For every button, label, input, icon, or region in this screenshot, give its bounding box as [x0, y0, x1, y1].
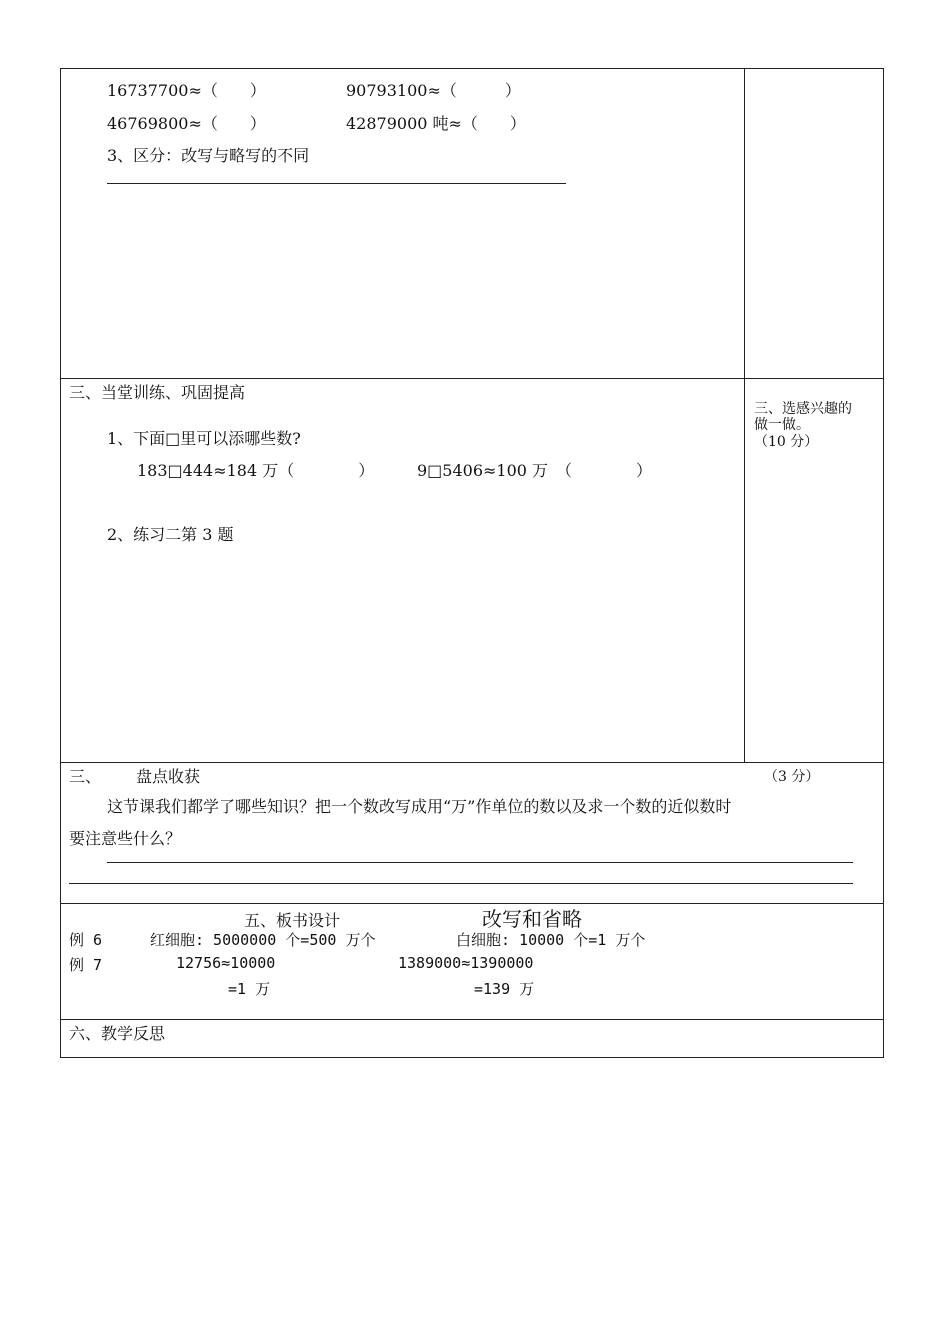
board-ex7-a1: 12756≈10000 — [176, 954, 276, 972]
answer-line-summary-1[interactable] — [107, 862, 853, 863]
side-note-line3: （10 分） — [754, 434, 819, 450]
row-divider-3 — [60, 903, 884, 904]
side-note-line2: 做一做。 — [754, 417, 810, 433]
approx-row1-right: 90793100≈（ ） — [346, 81, 521, 100]
item3-distinguish: 3、区分：改写与略写的不同 — [107, 146, 310, 165]
practice-q1: 1、下面□里可以添哪些数? — [107, 429, 301, 448]
board-heading: 五、板书设计 — [244, 911, 341, 930]
side-note-line1: 三、选感兴趣的 — [754, 401, 852, 417]
practice-q1-b: 9□5406≈100 万 （ ） — [417, 461, 653, 480]
answer-line-summary-2[interactable] — [69, 883, 853, 884]
answer-line-item3[interactable] — [107, 183, 566, 184]
frame-bottom-border — [60, 1057, 884, 1058]
frame-right-border — [883, 68, 884, 1058]
row-divider-1 — [60, 378, 884, 379]
board-ex7-label: 例 7 — [69, 956, 103, 974]
board-ex7-a2: =1 万 — [228, 980, 271, 998]
practice-heading: 三、当堂训练、巩固提高 — [69, 383, 246, 402]
board-ex7-b2: =139 万 — [474, 980, 535, 998]
board-ex6-label: 例 6 — [69, 931, 103, 949]
practice-q1-a: 183□444≈184 万（ ） — [137, 461, 375, 480]
board-ex6-b: 白细胞: 10000 个=1 万个 — [456, 931, 646, 949]
summary-para-line1: 这节课我们都学了哪些知识？把一个数改写成用“万”作单位的数以及求一个数的近似数时 — [107, 797, 732, 816]
board-title: 改写和省略 — [482, 907, 582, 931]
practice-q2: 2、练习二第 3 题 — [107, 525, 234, 544]
approx-row2-left: 46769800≈（ ） — [107, 114, 266, 133]
approx-row1-left: 16737700≈（ ） — [107, 81, 266, 100]
summary-heading-num: 三、 — [69, 767, 102, 786]
side-column-divider — [744, 68, 745, 762]
board-ex7-b1: 1389000≈1390000 — [398, 954, 534, 972]
reflection-heading: 六、教学反思 — [69, 1024, 166, 1043]
frame-left-border — [60, 68, 61, 1058]
approx-row2-right: 42879000 吨≈（ ） — [346, 114, 526, 133]
summary-para-line2: 要注意些什么？ — [69, 829, 182, 848]
summary-heading-text: 盘点收获 — [136, 767, 201, 786]
summary-score: （3 分） — [764, 769, 820, 785]
row-divider-2 — [60, 762, 884, 763]
board-ex6-a: 红细胞: 5000000 个=500 万个 — [150, 931, 376, 949]
frame-top-border — [60, 68, 884, 69]
row-divider-4 — [60, 1019, 884, 1020]
